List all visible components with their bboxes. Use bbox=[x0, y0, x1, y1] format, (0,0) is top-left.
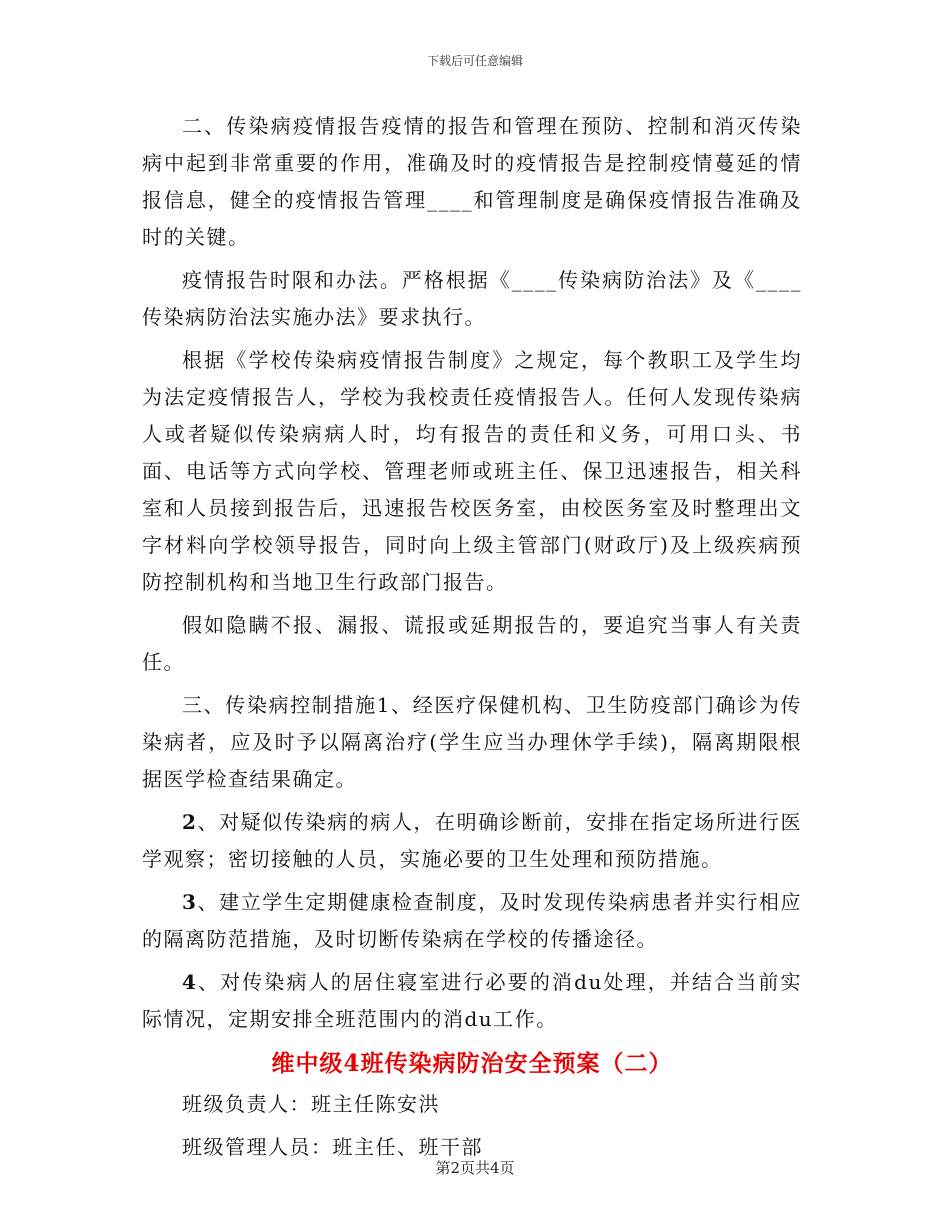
item-text: 、对疑似传染病的病人，在明确诊断前，安排在指定场所进行医学观察；密切接触的人员，实施必要的卫生处理和预防措施。 bbox=[142, 810, 802, 871]
item-number: 2 bbox=[182, 810, 198, 834]
paragraph-report-deadline: 疫情报告时限和办法。严格根据《____传染病防治法》及《____传染病防治法实施办法》要求执行。 bbox=[142, 268, 802, 329]
numbered-item-3 bbox=[142, 884, 802, 958]
document-body bbox=[142, 108, 802, 1172]
item-number: 3 bbox=[182, 890, 198, 914]
paragraph-epidemic-report: 二、传染病疫情报告疫情的报告和管理在预防、控制和消灭传染病中起到非常重要的作用，准确及时的疫情报告是控制疫情蔓延的情报信息，健全的疫情报告管理____和管理制度是确保疫情报告准确及时的关键。 bbox=[142, 114, 802, 249]
numbered-item-2 bbox=[142, 804, 802, 878]
class-staff-line: 班级管理人员：班主任、班干部 bbox=[182, 1135, 483, 1159]
paragraph-concealment: 假如隐瞒不报、漏报、谎报或延期报告的，要追究当事人有关责任。 bbox=[142, 613, 802, 674]
item-text: 、对传染病人的居住寝室进行必要的消du处理，并结合当前实际情况，定期安排全班范围内的消du工作。 bbox=[142, 970, 802, 1031]
paragraph-report-regulation: 根据《学校传染病疫情报告制度》之规定，每个教职工及学生均为法定疫情报告人，学校为我校责任疫情报告人。任何人发现传染病人或者疑似传染病病人时，均有报告的责任和义务，可用口头、书面、电话等方式向学校、管理老师或班主任、保卫迅速报告，相关科室和人员接到报告后，迅速报告校医务室，由校医务室及时整理出文字材料向学校领导报告，同时向上级主管部门(财政厅)及上级疾病预防控制机构和当地卫生行政部门报告。 bbox=[142, 348, 802, 594]
numbered-item-4 bbox=[142, 964, 802, 1038]
paragraph-control-measures: 三、传染病控制措施1、经医疗保健机构、卫生防疫部门确诊为传染病者，应及时予以隔离治疗(学生应当办理休学手续)，隔离期限根据医学检查结果确定。 bbox=[142, 693, 802, 791]
header-note: 下载后可任意编辑 bbox=[426, 54, 523, 68]
section-title: 维中级4班传染病防治安全预案（二） bbox=[271, 1050, 673, 1077]
class-leader-line: 班级负责人：班主任陈安洪 bbox=[182, 1092, 440, 1116]
item-text: 、建立学生定期健康检查制度，及时发现传染病患者并实行相应的隔离防范措施，及时切断传染病在学校的传播途径。 bbox=[142, 890, 802, 951]
page-number: 第2页共4页 bbox=[435, 1159, 515, 1177]
item-number: 4 bbox=[182, 970, 198, 994]
